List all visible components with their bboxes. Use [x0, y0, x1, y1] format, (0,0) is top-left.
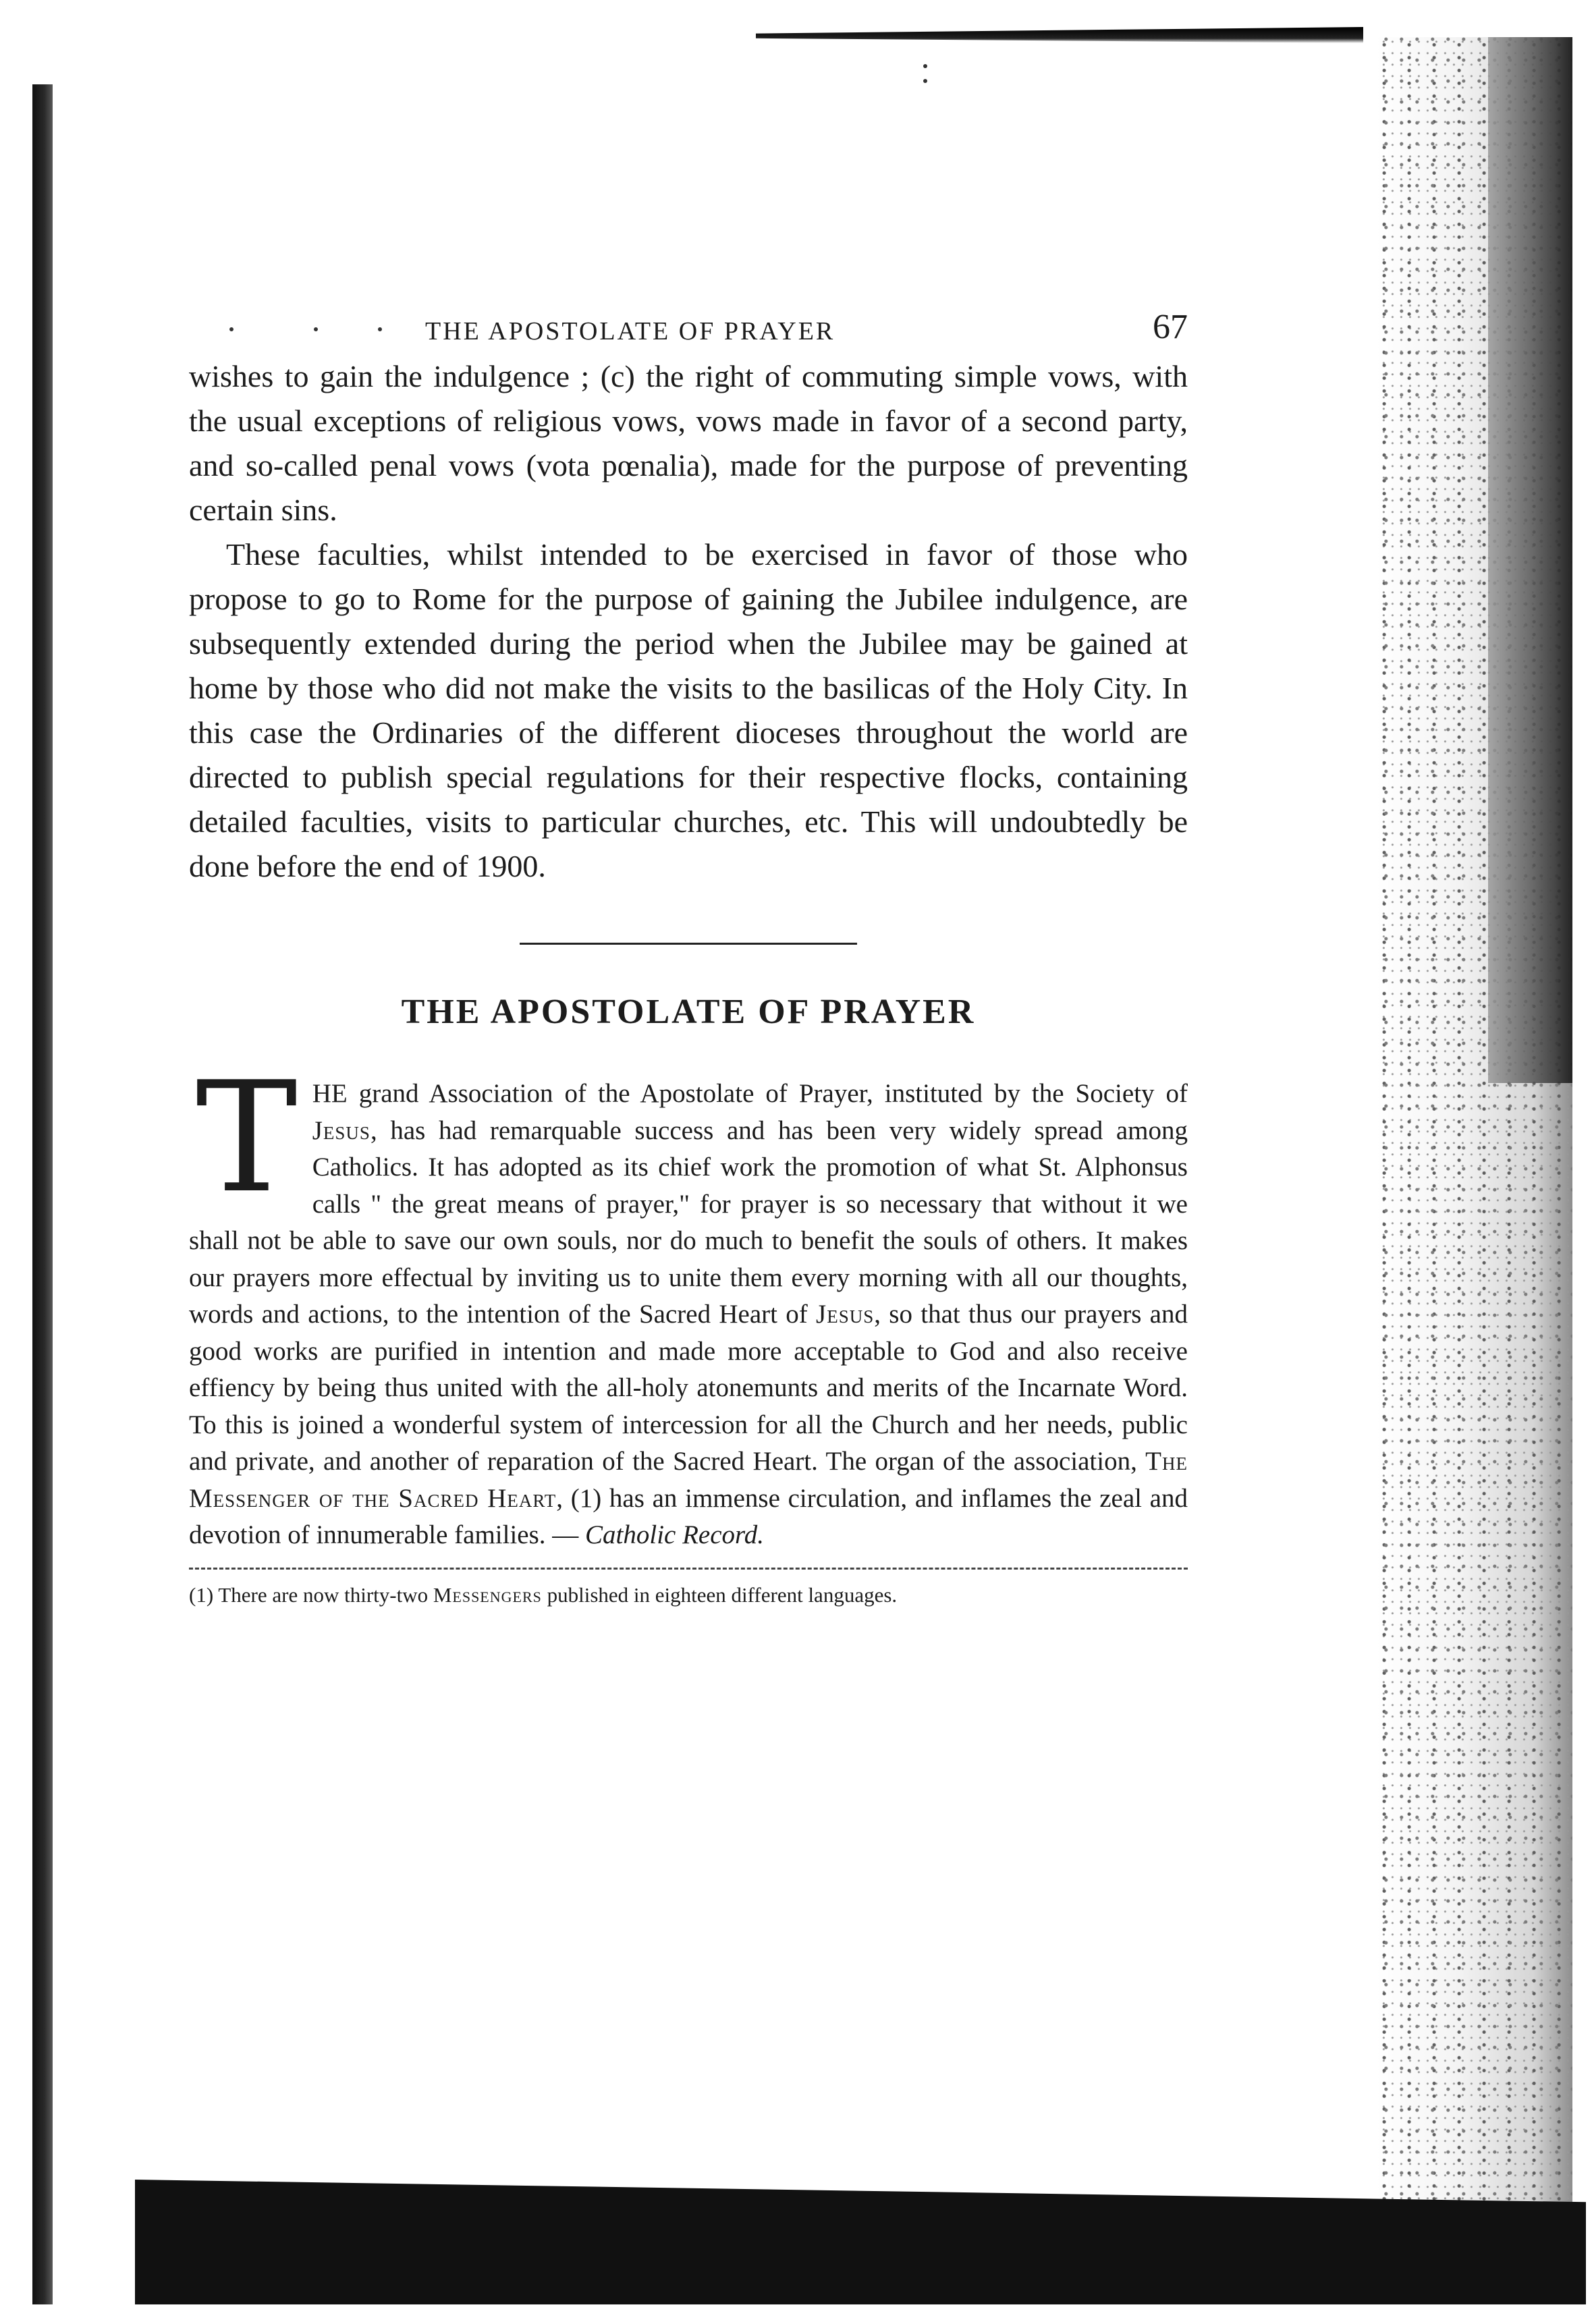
article-body	[189, 1049, 1188, 1554]
article-text-4: , (1) has an immense circulation, and inflames the zeal and devotion of innumerable families. —	[189, 1483, 1188, 1549]
footnote	[189, 1580, 1188, 1610]
article-lead: HE grand Association of the Apostolate of Prayer, instituted by the Society of	[312, 1079, 1188, 1108]
prev-article-paragraph-2: These faculties, whilst intended to be exercised in favor of those who propose to go to Rome for the purpose of gaining the Jubilee indulgence, are subsequently extended during the period when the Jubilee may be gained at home by those who did not make the visits to the basilicas of the Holy City. In this case the Ordinaries of the different dioceses throughout the world are directed to publish special regulations for their respective flocks, containing detailed faculties, visits to particular churches, etc. This will undoubtedly be done before the end of 1900.	[189, 537, 1188, 883]
footnote-tail: published in eighteen different languages.	[541, 1582, 898, 1607]
scan-speck	[923, 64, 930, 105]
publication-title: The Messenger of the Sacred Heart	[189, 1447, 1188, 1513]
section-separator	[520, 943, 857, 945]
footnote-messengers: Messengers	[433, 1582, 542, 1607]
footnote-rule	[189, 1568, 1188, 1570]
article-text-3: , so that thus our prayers and good works are purified in intention and made more acceptable to God and also receive effiency by being thus united with the all-holy atonemunts and merits of the Incarnate Word. To this is joined a wonderful system of intercession for all the Church and her needs, public and private, and another of reparation of the Sacred Heart. The organ of the association,	[189, 1300, 1188, 1476]
article-heading: THE APOSTOLATE OF PRAYER	[401, 993, 976, 1031]
book-page	[189, 307, 1188, 1610]
scan-bottom-edge	[135, 2180, 1586, 2304]
scan-top-edge	[756, 27, 1363, 43]
running-head	[189, 307, 1188, 354]
scan-left-edge	[32, 84, 53, 2304]
footnote-lead: (1) There are now thirty-two	[189, 1582, 433, 1607]
name-jesus: Jesus	[312, 1115, 370, 1145]
prev-article-paragraph-1: wishes to gain the indulgence ; (c) the right of commuting simple vows, with the usual exceptions of religious vows, vows made in favor of a second party, and so-called penal vows (vota pœnalia), made for the purpose of preventing certain sins.	[189, 359, 1188, 527]
drop-cap: T	[196, 1049, 298, 1227]
name-jesus: Jesus	[816, 1300, 875, 1329]
page-number: 67	[1153, 308, 1188, 346]
speck	[314, 327, 318, 331]
source-citation: Catholic Record.	[585, 1520, 765, 1549]
running-head-title: THE APOSTOLATE OF PRAYER	[425, 317, 835, 345]
speck	[378, 327, 382, 331]
article-text-2: , has had remarquable success and has been very widely spread among Catholics. It has adopted as its chief work the promotion of what St. Alphonsus calls " the great means of prayer," for prayer is so necessary that without it we shall not be able to save our own souls, nor do much to benefit the souls of others. It makes our prayers more effectual by inviting us to unite them every morning with all our thoughts, words and actions, to the intention of the Sacred Heart of	[189, 1115, 1188, 1329]
speck	[229, 327, 234, 331]
scan-right-edge-dark	[1488, 37, 1572, 1083]
